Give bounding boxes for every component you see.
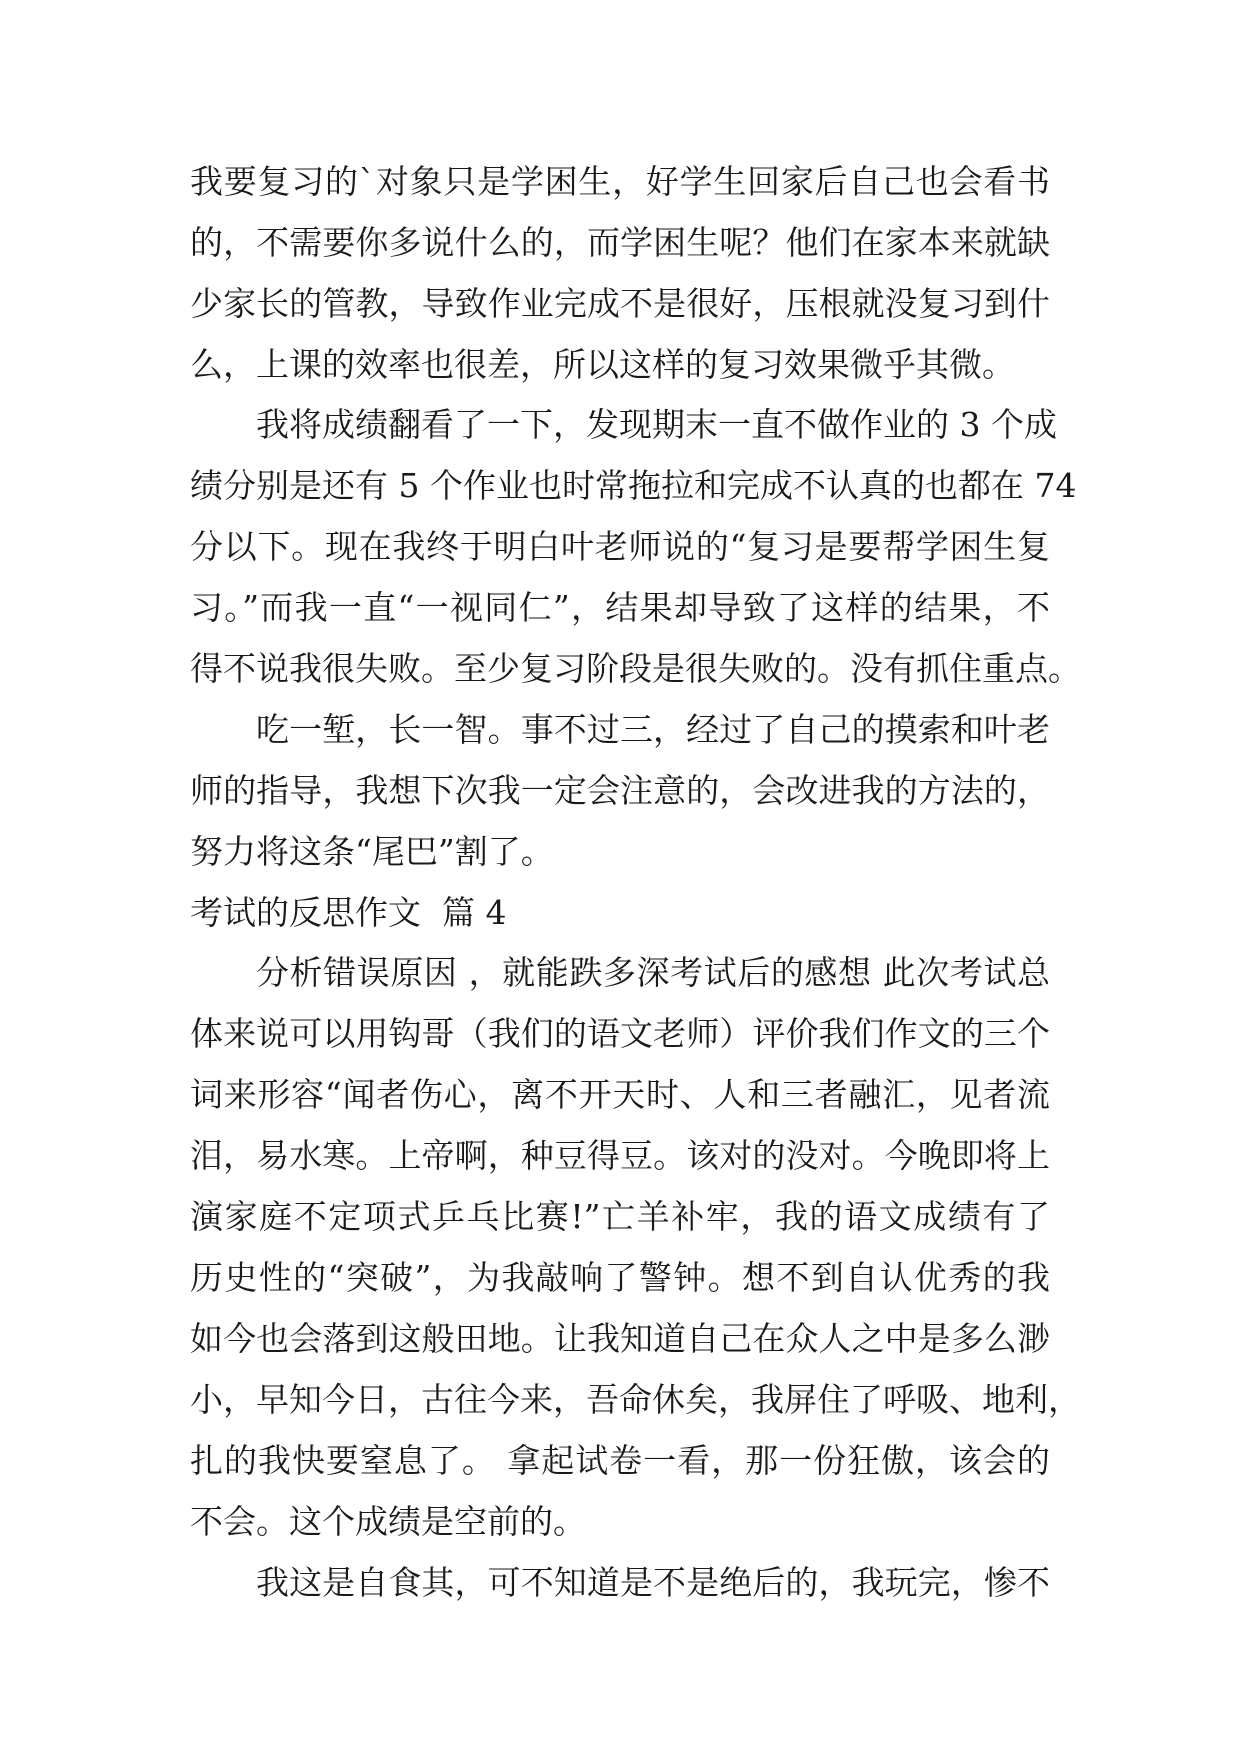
paragraph-first-line: 分析错误原因 ，就能跌多深考试后的感想 此次考试总 (256, 953, 1050, 992)
text-line: 绩分别是还有 5 个作业也时常拖拉和完成不认真的也都在 74 (190, 466, 1077, 505)
text-line: 小，早知今日，古往今来，吾命休矣，我屏住了呼吸、地利， (190, 1380, 1081, 1419)
text-line: 词来形容“闻者伤心，离不开天时、人和三者融汇，见者流 (190, 1075, 1050, 1114)
text-line: 得不说我很失败。至少复习阶段是很失败的。没有抓住重点。 (190, 649, 1081, 688)
text-line: 师的指导，我想下次我一定会注意的，会改进我的方法的， (190, 771, 1050, 810)
section-heading: 考试的反思作文 篇 4 (190, 893, 507, 932)
text-line: 扎的我快要窒息了。 拿起试卷一看，那一份狂傲，该会的 (190, 1441, 1050, 1480)
text-line: 么，上课的效率也很差，所以这样的复习效果微乎其微。 (190, 345, 1015, 384)
text-line: 历史性的“突破”，为我敲响了警钟。想不到自认优秀的我 (190, 1258, 1050, 1297)
text-line: 习。”而我一直“一视同仁”，结果却导致了这样的结果，不 (190, 588, 1050, 627)
text-line: 如今也会落到这般田地。让我知道自己在众人之中是多么渺 (190, 1319, 1050, 1358)
text-line: 不会。这个成绩是空前的。 (190, 1502, 586, 1541)
text-line: 分以下。现在我终于明白叶老师说的“复习是要帮学困生复 (190, 527, 1050, 566)
paragraph-first-line: 我这是自食其，可不知道是不是绝后的，我玩完，惨不 (256, 1563, 1050, 1602)
text-line: 泪，易水寒。上帝啊，种豆得豆。该对的没对。今晚即将上 (190, 1136, 1050, 1175)
paragraph-first-line: 我将成绩翻看了一下，发现期末一直不做作业的 3 个成 (256, 405, 1057, 444)
text-line: 努力将这条“尾巴”割了。 (190, 832, 554, 871)
text-line: 我要复习的`对象只是学困生，好学生回家后自己也会看书 (190, 162, 1050, 201)
text-line: 体来说可以用钩哥（我们的语文老师）评价我们作文的三个 (190, 1014, 1050, 1053)
text-line: 的，不需要你多说什么的，而学困生呢？他们在家本来就缺 (190, 223, 1050, 262)
text-line: 演家庭不定项式乒乓比赛!”亡羊补牢，我的语文成绩有了 (190, 1197, 1050, 1236)
paragraph-first-line: 吃一堑，长一智。事不过三，经过了自己的摸索和叶老 (256, 710, 1050, 749)
text-line: 少家长的管教，导致作业完成不是很好，压根就没复习到什 (190, 284, 1050, 323)
